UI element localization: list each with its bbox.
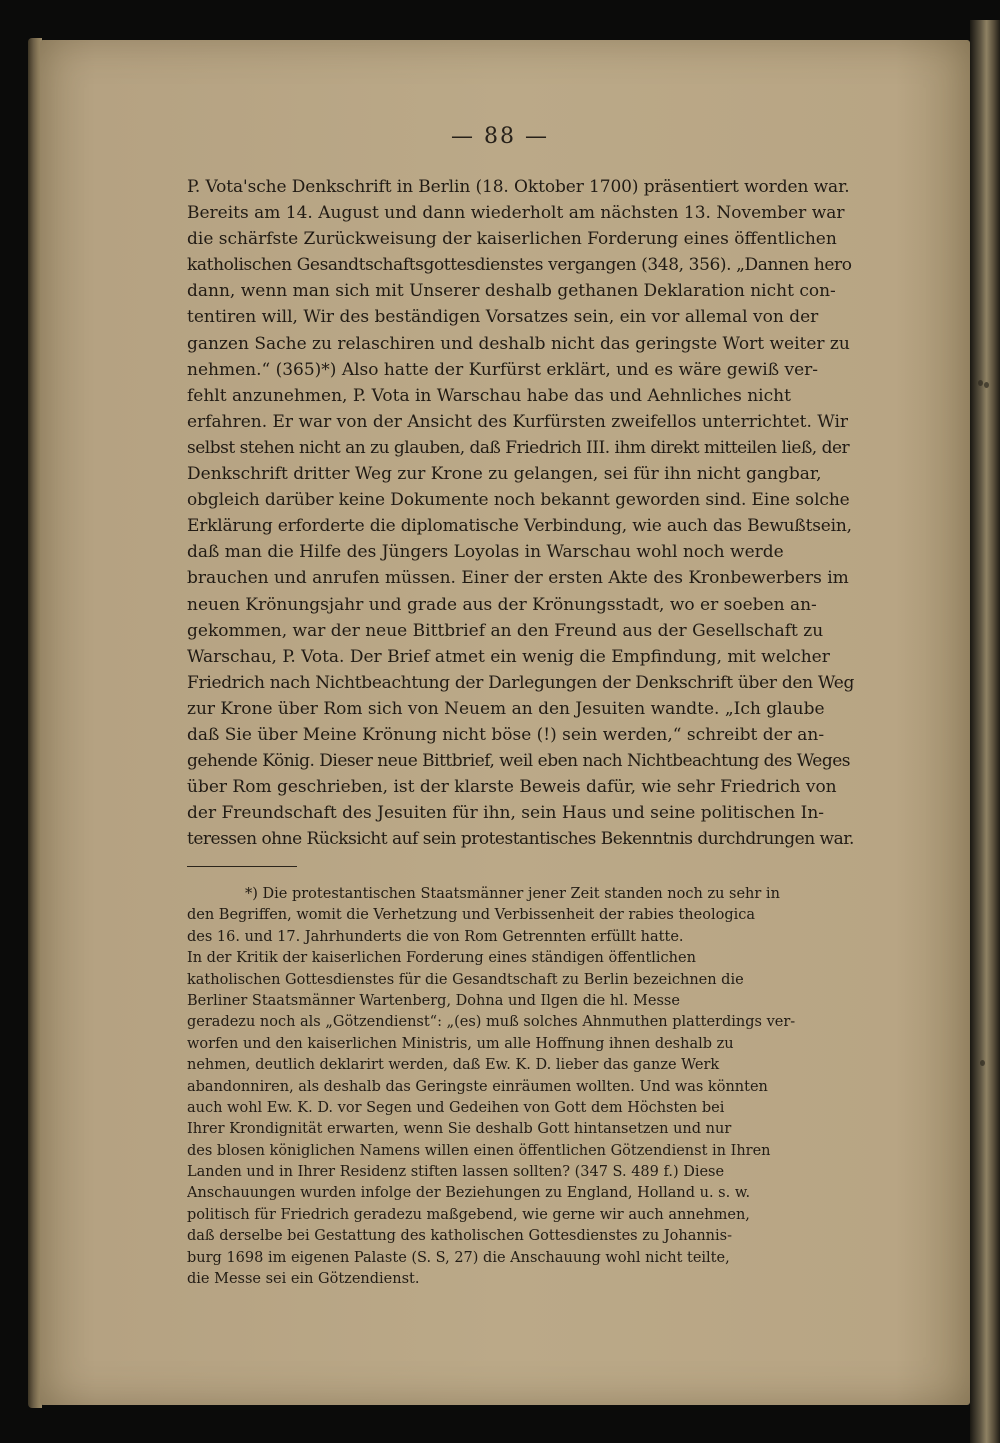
footnote-line: des 16. und 17. Jahrhunderts die von Rom Getrennten erfüllt hatte. xyxy=(187,928,684,945)
text-line: dann, wenn man sich mit Unserer deshalb gethanen Deklaration nicht con- xyxy=(187,281,836,302)
book-gutter xyxy=(970,20,1000,1443)
text-line: tentiren will, Wir des beständigen Vorsatzes sein, ein vor allemal von der xyxy=(187,307,819,328)
text-line: obgleich darüber keine Dokumente noch bekannt geworden sind. Eine solche xyxy=(187,490,850,511)
footnote-line: Landen und in Ihrer Residenz stiften lassen sollten? (347 S. 489 f.) Diese xyxy=(187,1164,725,1181)
binding-mark xyxy=(978,380,983,386)
footnote-line: worfen und den kaiserlichen Ministris, um alle Hoffnung ihnen deshalb zu xyxy=(187,1035,734,1052)
text-line: ganzen Sache zu relaschiren und deshalb nicht das geringste Wort weiter zu xyxy=(187,333,850,354)
footnote-line: politisch für Friedrich geradezu maßgebend, wie gerne wir auch annehmen, xyxy=(187,1206,750,1223)
footnote-line: Berliner Staatsmänner Wartenberg, Dohna und Ilgen die hl. Messe xyxy=(187,992,680,1009)
footnote-rule xyxy=(187,866,297,867)
footnote-line: *) Die protestantischen Staatsmänner jener Zeit standen noch zu sehr in xyxy=(245,886,780,902)
footnote-line: burg 1698 im eigenen Palaste (S. S, 27) die Anschauung wohl nicht teilte, xyxy=(187,1249,730,1266)
text-line: die schärfste Zurückweisung der kaiserlichen Forderung eines öffentlichen xyxy=(187,229,837,250)
text-line: Erklärung erforderte die diplomatische Verbindung, wie auch das Bewußtsein, xyxy=(187,516,852,537)
footnote-line: Ihrer Krondignität erwarten, wenn Sie deshalb Gott hintansetzen und nur xyxy=(187,1121,732,1138)
text-line: selbst stehen nicht an zu glauben, daß Friedrich III. ihm direkt mitteilen ließ, der xyxy=(187,437,850,458)
text-line: zur Krone über Rom sich von Neuem an den Jesuiten wandte. „Ich glaube xyxy=(187,698,825,719)
footnote-line: abandonniren, als deshalb das Geringste einräumen wollten. Und was könnten xyxy=(187,1078,768,1095)
footnote-line: Anschauungen wurden infolge der Beziehungen zu England, Holland u. s. w. xyxy=(187,1185,751,1202)
text-line: fehlt anzunehmen, P. Vota in Warschau habe das und Aehnliches nicht xyxy=(187,385,791,406)
text-line: daß man die Hilfe des Jüngers Loyolas in Warschau wohl noch werde xyxy=(187,542,784,563)
footnote-line: geradezu noch als „Götzendienst“: „(es) muß solches Ahnmuthen platterdings ver- xyxy=(187,1014,796,1031)
text-line: Warschau, P. Vota. Der Brief atmet ein wenig die Empfindung, mit welcher xyxy=(187,646,830,667)
text-line: Friedrich nach Nichtbeachtung der Darlegungen der Denkschrift über den Weg xyxy=(187,672,855,693)
text-line: brauchen und anrufen müssen. Einer der ersten Akte des Kronbewerbers im xyxy=(187,568,849,589)
text-line: Denkschrift dritter Weg zur Krone zu gelangen, sei für ihn nicht gangbar, xyxy=(187,464,822,485)
binding-mark xyxy=(980,1060,985,1066)
footnote-line: katholischen Gottesdienstes für die Gesandtschaft zu Berlin bezeichnen die xyxy=(187,971,744,988)
text-line: gehende König. Dieser neue Bittbrief, weil eben nach Nichtbeachtung des Weges xyxy=(187,751,851,772)
text-line: Bereits am 14. August und dann wiederholt am nächsten 13. November war xyxy=(187,203,845,224)
footnote-line: des blosen königlichen Namens willen einen öffentlichen Götzendienst in Ihren xyxy=(187,1142,771,1159)
footnote-line: nehmen, deutlich deklarirt werden, daß Ew. K. D. lieber das ganze Werk xyxy=(187,1057,720,1074)
text-line: neuen Krönungsjahr und grade aus der Krönungsstadt, wo er soeben an- xyxy=(187,594,817,615)
text-line: über Rom geschrieben, ist der klarste Beweis dafür, wie sehr Friedrich von xyxy=(187,777,837,798)
footnote-line: die Messe sei ein Götzendienst. xyxy=(187,1271,420,1288)
page-number: — 88 — xyxy=(451,124,549,149)
text-line: erfahren. Er war von der Ansicht des Kurfürsten zweifellos unterrichtet. Wir xyxy=(187,411,849,432)
main-text xyxy=(187,174,855,852)
text-line: teressen ohne Rücksicht auf sein protestantisches Bekenntnis durchdrungen war. xyxy=(187,829,854,850)
footnote-text xyxy=(187,884,855,1290)
footnote-line: daß derselbe bei Gestattung des katholischen Gottesdienstes zu Johannis- xyxy=(187,1228,732,1245)
footnote-line: In der Kritik der kaiserlichen Forderung eines ständigen öffentlichen xyxy=(187,950,696,967)
footnote-line: auch wohl Ew. K. D. vor Segen und Gedeihen von Gott dem Höchsten bei xyxy=(187,1099,725,1116)
text-line: P. Vota'sche Denkschrift in Berlin (18. Oktober 1700) präsentiert worden war. xyxy=(187,177,850,197)
text-line: der Freundschaft des Jesuiten für ihn, sein Haus und seine politischen In- xyxy=(187,803,825,824)
text-line: nehmen.“ (365)*) Also hatte der Kurfürst erklärt, und es wäre gewiß ver- xyxy=(187,359,819,380)
text-line: daß Sie über Meine Krönung nicht böse (!) sein werden,“ schreibt der an- xyxy=(187,724,825,745)
text-line: gekommen, war der neue Bittbrief an den Freund aus der Gesellschaft zu xyxy=(187,620,824,641)
text-line: katholischen Gesandtschaftsgottesdienstes vergangen (348, 356). „Dannen hero xyxy=(187,255,852,276)
binding-mark xyxy=(984,382,989,388)
footnote-line: den Begriffen, womit die Verhetzung und Verbissenheit der rabies theologica xyxy=(187,907,756,924)
